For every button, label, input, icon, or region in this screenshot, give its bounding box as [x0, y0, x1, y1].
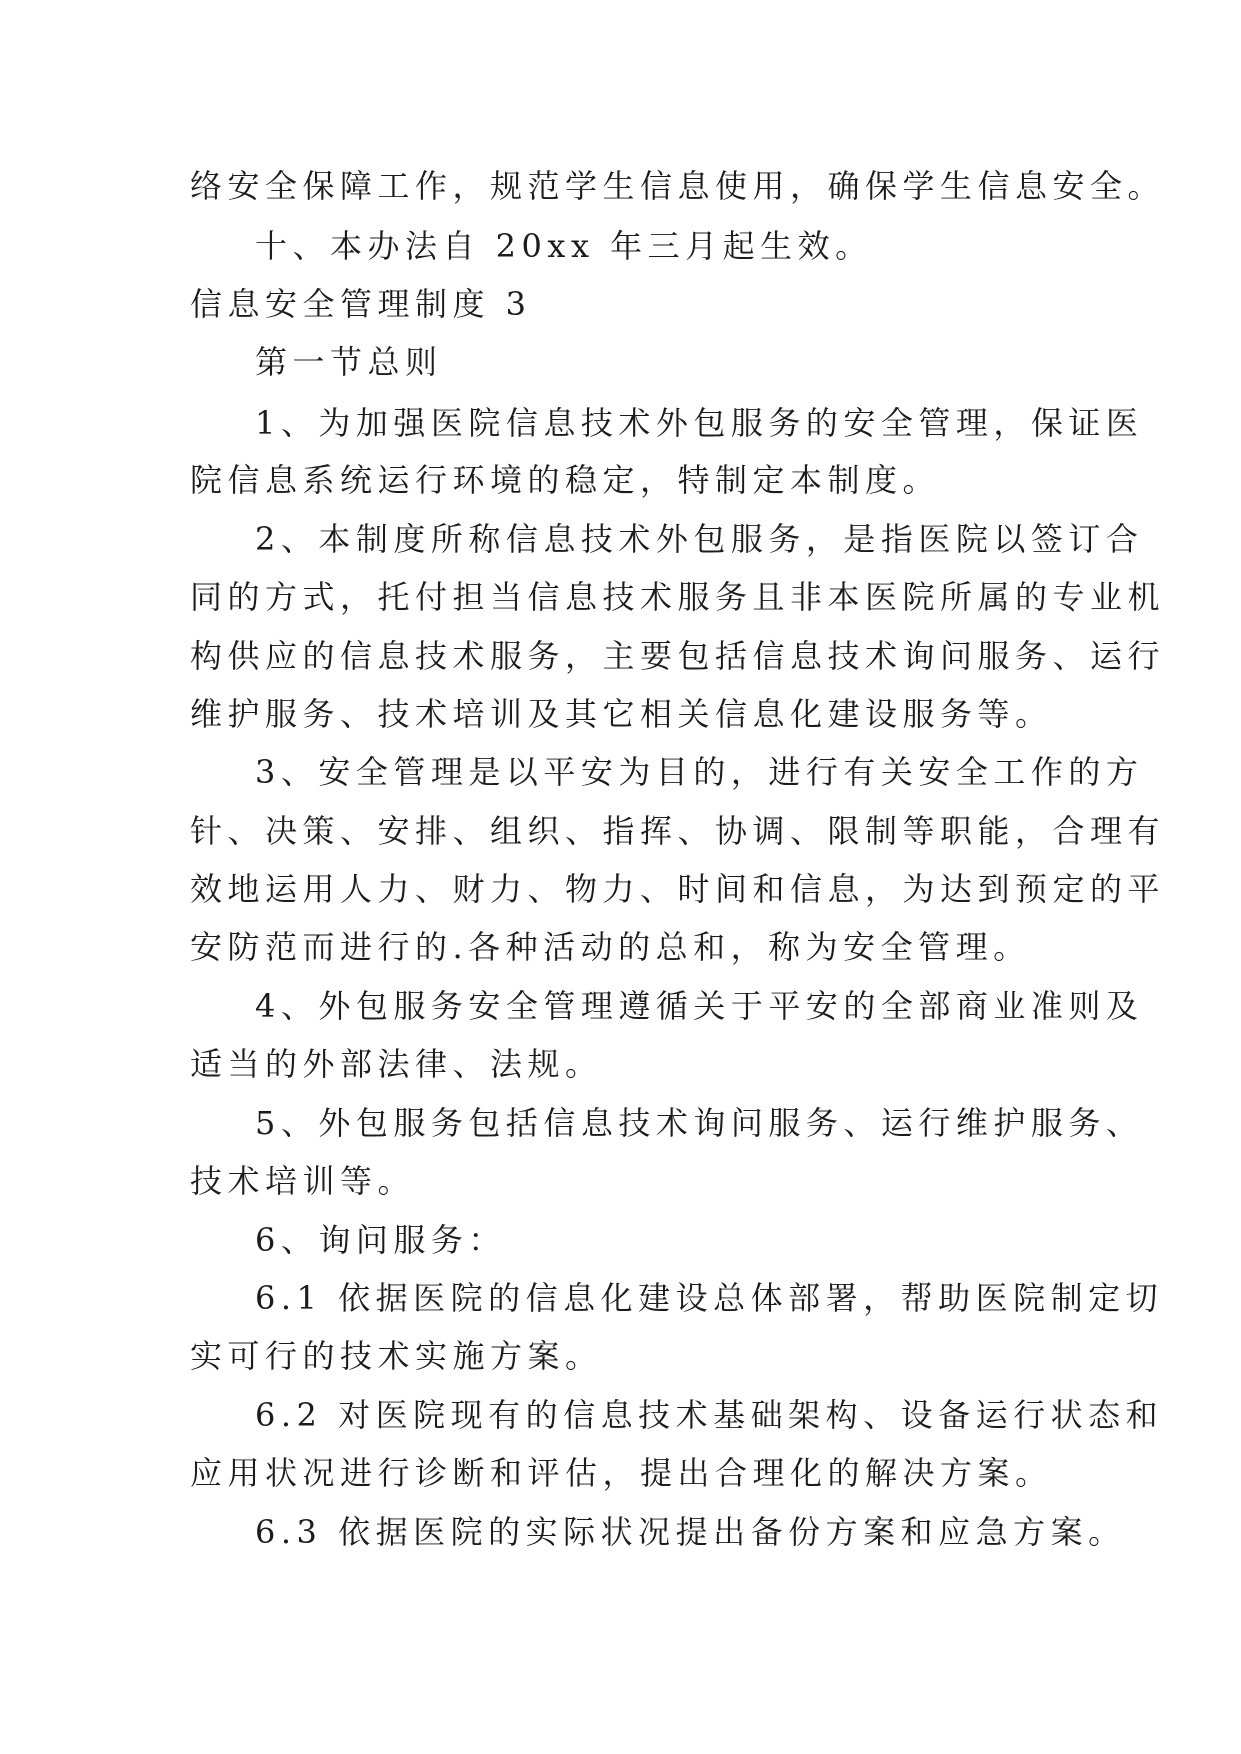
text-line: 针、决策、安排、组织、指挥、协调、限制等职能，合理有	[190, 812, 1166, 850]
text-line: 院信息系统运行环境的稳定，特制定本制度。	[190, 461, 941, 499]
text-line: 效地运用人力、财力、物力、时间和信息，为达到预定的平	[190, 870, 1166, 908]
text-line: 2、本制度所称信息技术外包服务，是指医院以签订合	[255, 520, 1144, 558]
text-line: 十、本办法自 20xx 年三月起生效。	[255, 227, 873, 265]
text-line: 6.3 依据医院的实际状况提出备份方案和应急方案。	[255, 1513, 1126, 1551]
text-line: 维护服务、技术培训及其它相关信息化建设服务等。	[190, 695, 1053, 733]
text-line: 适当的外部法律、法规。	[190, 1045, 603, 1083]
text-line: 同的方式，托付担当信息技术服务且非本医院所属的专业机	[190, 578, 1166, 616]
text-line: 构供应的信息技术服务，主要包括信息技术询问服务、运行	[190, 637, 1166, 675]
section-title: 信息安全管理制度 3	[190, 285, 532, 323]
section-heading: 第一节总则	[255, 343, 443, 381]
text-line: 络安全保障工作，规范学生信息使用，确保学生信息安全。	[190, 167, 1166, 205]
text-line: 安防范而进行的.各种活动的总和，称为安全管理。	[190, 928, 1031, 966]
text-line: 4、外包服务安全管理遵循关于平安的全部商业准则及	[255, 987, 1144, 1025]
text-line: 技术培训等。	[190, 1162, 416, 1200]
text-line: 应用状况进行诊断和评估，提出合理化的解决方案。	[190, 1454, 1053, 1492]
text-line: 1、为加强医院信息技术外包服务的安全管理，保证医	[255, 404, 1144, 442]
text-line: 6.2 对医院现有的信息技术基础架构、设备运行状态和	[255, 1396, 1164, 1434]
text-line: 6.1 依据医院的信息化建设总体部署，帮助医院制定切	[255, 1279, 1164, 1317]
text-line: 实可行的技术实施方案。	[190, 1337, 603, 1375]
text-line: 5、外包服务包括信息技术询问服务、运行维护服务、	[255, 1104, 1144, 1142]
text-line: 3、安全管理是以平安为目的，进行有关安全工作的方	[255, 753, 1144, 791]
text-line: 6、询问服务：	[255, 1221, 506, 1259]
